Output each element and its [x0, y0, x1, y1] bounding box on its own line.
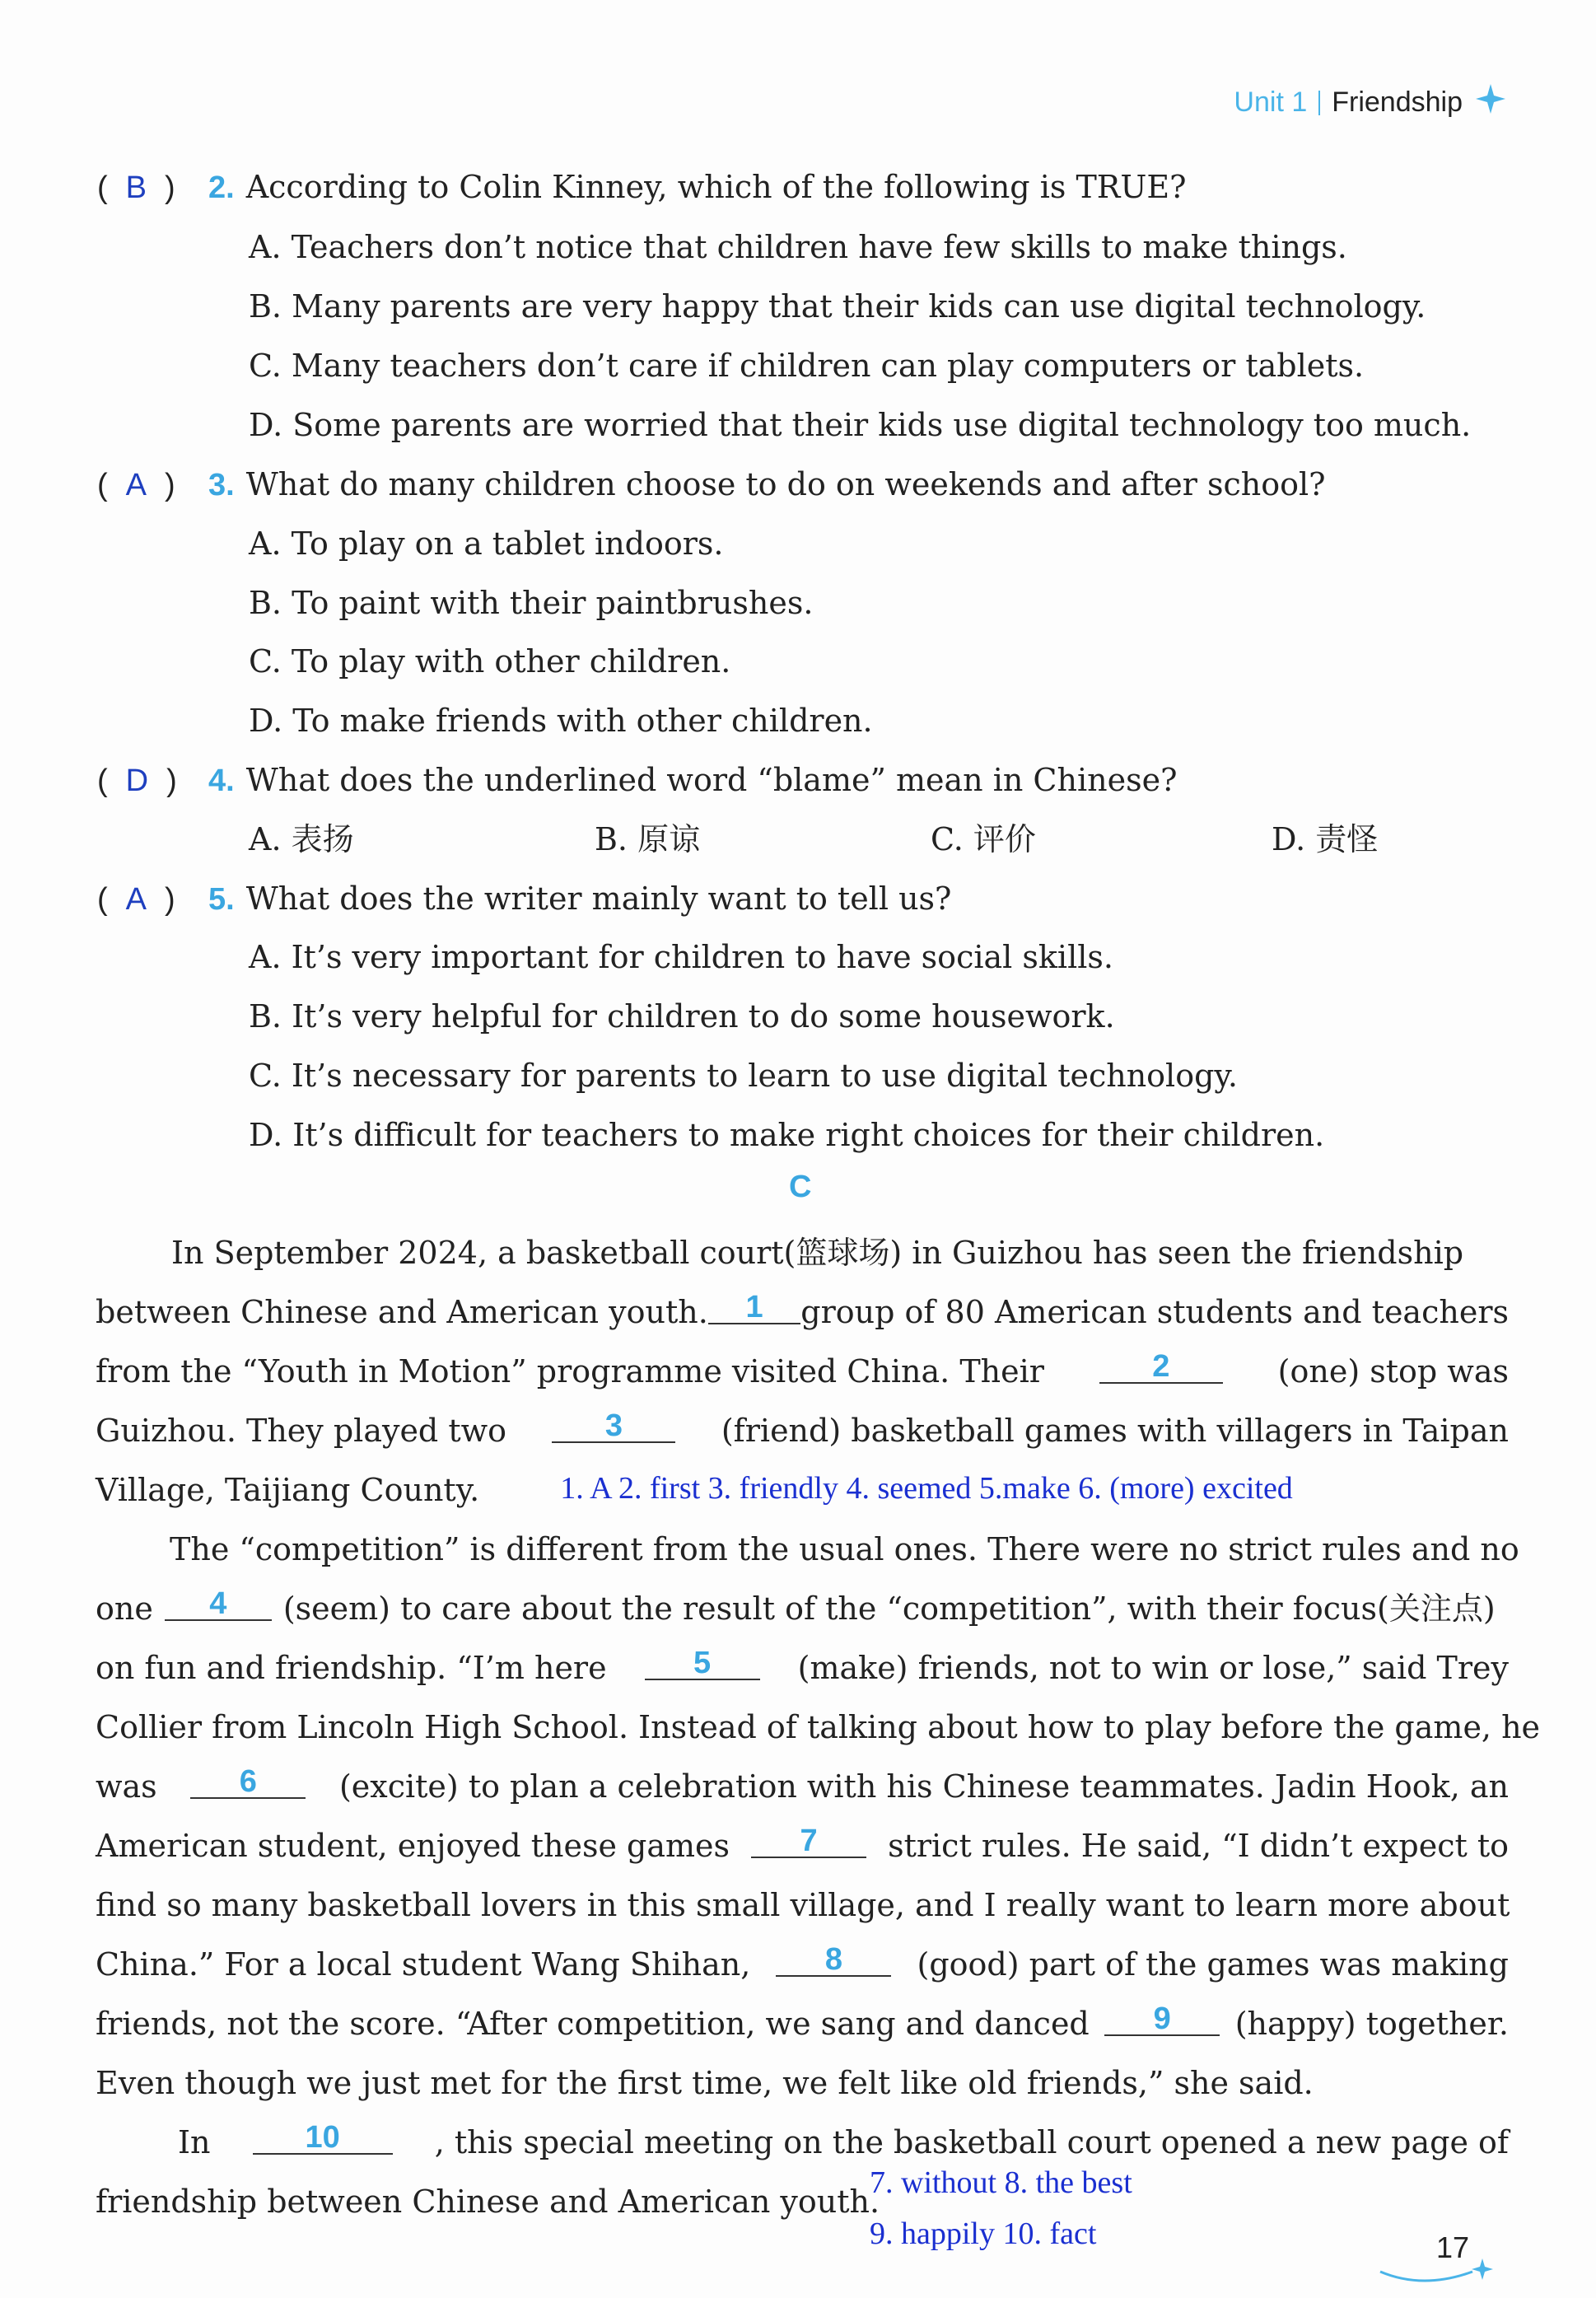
option: B. To paint with their paintbrushes. — [249, 585, 814, 621]
option: D. 责怪 — [1272, 821, 1379, 857]
passage-line — [96, 1942, 1509, 1983]
blank-1[interactable]: 1 — [708, 1291, 800, 1324]
question-number: 2. — [208, 170, 235, 205]
question-number: 4. — [208, 764, 235, 798]
passage-line — [96, 2067, 1509, 2099]
sparkle-icon — [1474, 82, 1507, 123]
option: D. Some parents are worried that their kids use digital technology too much. — [249, 407, 1472, 443]
passage-text: (one) stop was — [1277, 1353, 1509, 1390]
option: C. To play with other children. — [249, 643, 731, 680]
passage-line — [96, 1349, 1509, 1390]
passage-text: China.” For a local student Wang Shihan, — [96, 1946, 751, 1983]
passage-line — [96, 1764, 1509, 1805]
passage-line — [96, 1824, 1509, 1864]
blank-2[interactable]: 2 — [1099, 1351, 1223, 1384]
passage-line — [96, 1290, 1509, 1330]
passage-text: was — [96, 1768, 157, 1805]
handwritten-answers: 9. happily 10. fact — [870, 2216, 1097, 2251]
passage-text: In — [178, 2124, 211, 2160]
passage-text: one — [96, 1590, 153, 1627]
passage-text: The “competition” is different from the usual ones. There were no strict rules and no — [170, 1531, 1519, 1567]
answer-letter: D — [125, 764, 149, 798]
passage-text: American student, enjoyed these games — [96, 1828, 730, 1864]
handwritten-answers: 1. A 2. first 3. friendly 4. seemed 5.make 6. (more) excited — [560, 1471, 1293, 1506]
question-number: 5. — [208, 882, 235, 917]
passage-text: (seem) to care about the result of the “competition”, with their focus(关注点) — [282, 1590, 1496, 1627]
option: A. To play on a tablet indoors. — [249, 525, 724, 562]
passage-text: (happy) together. — [1234, 2006, 1509, 2042]
question-3 — [97, 466, 1326, 502]
passage-text: from the “Youth in Motion” programme visited China. Their — [96, 1353, 1044, 1390]
blank-5[interactable]: 5 — [645, 1647, 760, 1680]
question-stem: What does the writer mainly want to tell us? — [245, 880, 952, 917]
passage-text: group of 80 American students and teachers — [800, 1294, 1509, 1330]
swoosh-icon — [1374, 2247, 1497, 2291]
page-header — [1234, 82, 1507, 123]
answer-paren: ( A ) — [97, 468, 175, 502]
passage-text: strict rules. He said, “I didn’t expect to — [888, 1828, 1509, 1864]
option: A. 表扬 — [249, 821, 354, 857]
section-heading: C — [789, 1170, 812, 1204]
option: D. To make friends with other children. — [249, 703, 873, 739]
passage-text: (good) part of the games was making — [917, 1946, 1509, 1983]
passage-text: Village, Taijiang County. — [96, 1472, 480, 1508]
passage-line — [96, 2184, 1509, 2220]
passage-text: , this special meeting on the basketball court opened a new page of — [434, 2124, 1509, 2160]
question-4 — [97, 764, 1177, 796]
passage-text: between Chinese and American youth. — [96, 1294, 708, 1330]
blank-10[interactable]: 10 — [253, 2122, 393, 2155]
answer-letter: A — [125, 882, 147, 917]
passage-text: (make) friends, not to win or lose,” said Trey — [797, 1650, 1509, 1686]
option: C. It’s necessary for parents to learn to use digital technology. — [249, 1058, 1238, 1094]
passage-text: on fun and friendship. “I’m here — [96, 1650, 607, 1686]
option: B. It’s very helpful for children to do some housework. — [249, 998, 1115, 1035]
unit-label: Unit 1 — [1234, 86, 1308, 118]
passage-text: (excite) to plan a celebration with his Chinese teammates. Jadin Hook, an — [338, 1768, 1509, 1805]
answer-paren: ( A ) — [97, 882, 175, 917]
passage-line — [171, 1235, 1509, 1271]
answer-paren: ( B ) — [97, 170, 175, 205]
option: C. Many teachers don’t care if children can play computers or tablets. — [249, 348, 1365, 384]
passage-line — [178, 2120, 1509, 2160]
question-stem: What do many children choose to do on weekends and after school? — [245, 466, 1326, 502]
option: B. 原谅 — [595, 821, 701, 857]
question-stem: What does the underlined word “blame” mean in Chinese? — [245, 762, 1178, 798]
header-divider — [1318, 91, 1320, 115]
passage-line — [96, 1408, 1509, 1449]
passage-line — [96, 1709, 1541, 1745]
topic-label: Friendship — [1332, 86, 1463, 118]
passage-line — [96, 2001, 1509, 2042]
option: D. It’s difficult for teachers to make right choices for their children. — [249, 1117, 1325, 1153]
passage-text: Even though we just met for the first time, we felt like old friends,” she said. — [96, 2065, 1314, 2101]
page-number: 17 — [1435, 2230, 1469, 2264]
passage-line — [96, 1889, 1509, 1921]
option: A. It’s very important for children to have social skills. — [249, 939, 1113, 975]
option: C. 评价 — [931, 821, 1036, 857]
answer-paren: ( D ) — [97, 764, 177, 798]
blank-9[interactable]: 9 — [1104, 2003, 1220, 2036]
blank-6[interactable]: 6 — [190, 1766, 306, 1799]
passage-text: (friend) basketball games with villagers in Taipan — [721, 1413, 1509, 1449]
passage-text: Collier from Lincoln High School. Instead of talking about how to play before the game, he — [96, 1709, 1541, 1745]
passage-line — [96, 1586, 1509, 1627]
passage-line — [96, 1471, 1509, 1508]
passage-text: Guizhou. They played two — [96, 1413, 507, 1449]
passage-line — [96, 1646, 1509, 1686]
passage-text: In September 2024, a basketball court(篮球场) in Guizhou has seen the friendship — [171, 1235, 1464, 1271]
passage-text: find so many basketball lovers in this small village, and I really want to learn more about — [96, 1887, 1510, 1923]
answer-letter: A — [125, 468, 147, 502]
question-stem: According to Colin Kinney, which of the following is TRUE? — [245, 169, 1187, 205]
blank-4[interactable]: 4 — [165, 1588, 272, 1621]
question-5 — [97, 880, 952, 917]
answer-letter: B — [125, 170, 147, 205]
handwritten-answers: 7. without 8. the best — [870, 2165, 1132, 2200]
option: B. Many parents are very happy that their kids can use digital technology. — [249, 288, 1426, 325]
blank-8[interactable]: 8 — [776, 1944, 891, 1977]
blank-3[interactable]: 3 — [552, 1410, 675, 1443]
option: A. Teachers don’t notice that children have few skills to make things. — [249, 229, 1347, 265]
passage-text: friends, not the score. “After competition, we sang and danced — [96, 2006, 1090, 2042]
blank-7[interactable]: 7 — [751, 1825, 866, 1858]
question-number: 3. — [208, 468, 235, 502]
passage-text: friendship between Chinese and American youth. — [96, 2184, 880, 2220]
passage-line — [170, 1531, 1519, 1567]
question-2 — [97, 171, 1187, 203]
